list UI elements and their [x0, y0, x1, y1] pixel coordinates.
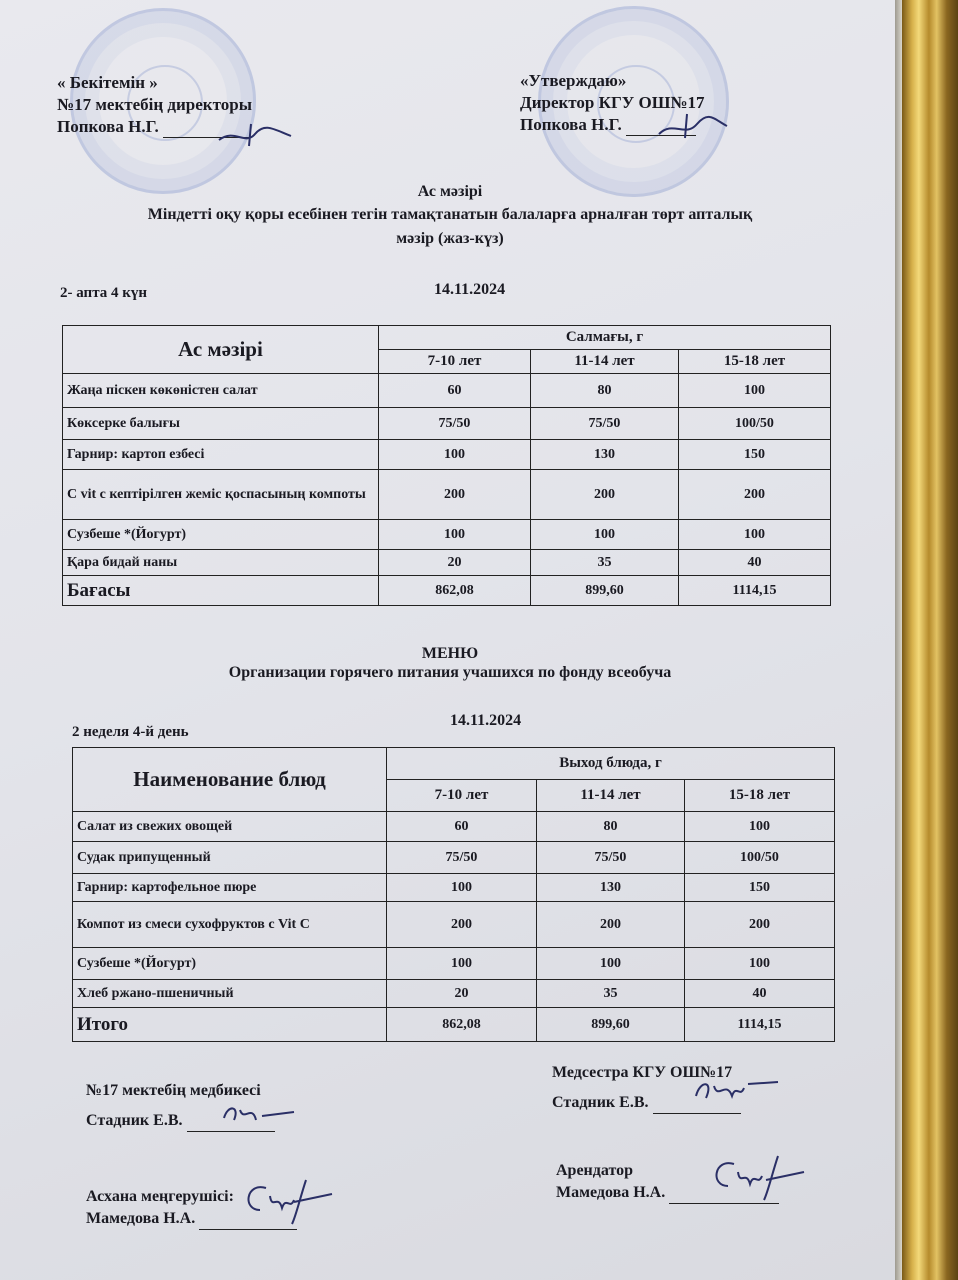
nurse-kz-signature: [218, 1100, 298, 1128]
signature-line: [187, 1131, 275, 1132]
kz-menu-subtitle-1: Міндетті оқу қоры есебінен тегін тамақтанатын балаларға арналған төрт апталық: [147, 206, 753, 223]
value-cell: 100: [679, 520, 831, 550]
tenant-ru-name: Мамедова Н.А.: [556, 1184, 666, 1201]
total-label: Бағасы: [63, 576, 379, 606]
value-cell: 80: [537, 812, 685, 842]
total-cell: 899,60: [531, 576, 679, 606]
kz-menu-table: [62, 325, 831, 606]
total-row: [63, 576, 831, 606]
total-cell: 862,08: [387, 1008, 537, 1042]
total-cell: 862,08: [379, 576, 531, 606]
value-cell: 75/50: [379, 408, 531, 440]
signature-line: [199, 1229, 297, 1230]
nurse-kz-title: №17 мектебің медбикесі: [86, 1082, 261, 1099]
ru-date: 14.11.2024: [450, 712, 522, 729]
ru-menu-table: [72, 747, 835, 1042]
table-row: [73, 948, 835, 980]
table-row: [63, 374, 831, 408]
value-cell: 100: [531, 520, 679, 550]
nurse-ru-title: Медсестра КГУ ОШ№17: [552, 1064, 733, 1081]
value-cell: 100: [679, 374, 831, 408]
ru-col-name: Наименование блюд: [73, 748, 387, 812]
total-cell: 1114,15: [685, 1008, 835, 1042]
approval-ru-line1: «Утверждаю»: [520, 71, 627, 90]
gold-frame: [902, 0, 958, 1280]
dish-name: Қара бидай наны: [63, 550, 379, 576]
approval-kz-line2: №17 мектебің директоры: [57, 95, 252, 114]
value-cell: 200: [679, 470, 831, 520]
ru-menu-title: МЕНЮ: [421, 645, 479, 662]
approval-kz-line1: « Бекітемін »: [57, 73, 158, 92]
value-cell: 100: [387, 874, 537, 902]
value-cell: 200: [685, 902, 835, 948]
value-cell: 20: [379, 550, 531, 576]
value-cell: 100: [379, 520, 531, 550]
value-cell: 130: [531, 440, 679, 470]
value-cell: 40: [685, 980, 835, 1008]
kz-week-day: 2- апта 4 күн: [60, 285, 148, 301]
tenant-ru-title: Арендатор: [556, 1162, 633, 1179]
dish-name: Сузбеше *(Йогурт): [73, 948, 387, 980]
total-row: [73, 1008, 835, 1042]
approval-ru-line2: Директор КГУ ОШ№17: [520, 93, 705, 112]
ru-menu-subtitle: Организации горячего питания учашихся по фонду всеобуча: [228, 664, 672, 681]
director-signature-kz: [215, 120, 295, 150]
dish-name: Салат из свежих овощей: [73, 812, 387, 842]
table-row: [73, 842, 835, 874]
kz-col-name: Ас мәзірі: [63, 326, 379, 374]
signature-line: [669, 1203, 779, 1204]
signature-line: [653, 1113, 741, 1114]
approval-kz-line3: Попкова Н.Г.: [57, 117, 159, 136]
approval-ru-line3: Попкова Н.Г.: [520, 115, 622, 134]
value-cell: 40: [679, 550, 831, 576]
value-cell: 100/50: [679, 408, 831, 440]
nurse-kz-name: Стадник Е.В.: [86, 1112, 183, 1129]
value-cell: 200: [537, 902, 685, 948]
value-cell: 130: [537, 874, 685, 902]
value-cell: 100: [685, 948, 835, 980]
dish-name: Гарнир: картоп езбесі: [63, 440, 379, 470]
kitchen-kz-name: Мамедова Н.А.: [86, 1210, 196, 1227]
dish-name: Судак припущенный: [73, 842, 387, 874]
total-cell: 899,60: [537, 1008, 685, 1042]
dish-name: C vit с кептірілген жеміс қоспасының компоты: [63, 470, 379, 520]
value-cell: 100/50: [685, 842, 835, 874]
dish-name: Көксерке балығы: [63, 408, 379, 440]
value-cell: 200: [531, 470, 679, 520]
value-cell: 75/50: [537, 842, 685, 874]
nurse-ru-name: Стадник Е.В.: [552, 1094, 649, 1111]
kitchen-kz-signature: [236, 1176, 336, 1226]
kz-age-1: 11-14 лет: [531, 350, 679, 374]
nurse-ru-signature: [690, 1074, 780, 1106]
kitchen-kz-title: Асхана меңгерушісі:: [86, 1188, 234, 1205]
table-row: [73, 812, 835, 842]
dish-name: Жаңа піскен көкөністен салат: [63, 374, 379, 408]
value-cell: 200: [379, 470, 531, 520]
table-row: [73, 874, 835, 902]
value-cell: 200: [387, 902, 537, 948]
ru-age-0: 7-10 лет: [387, 780, 537, 812]
table-row: [73, 980, 835, 1008]
value-cell: 150: [679, 440, 831, 470]
ru-col-group: Выход блюда, г: [387, 748, 835, 780]
value-cell: 35: [537, 980, 685, 1008]
tenant-ru-signature: [704, 1152, 808, 1202]
table-row: [63, 520, 831, 550]
director-signature-ru: [655, 112, 730, 142]
kz-date: 14.11.2024: [434, 281, 506, 298]
value-cell: 80: [531, 374, 679, 408]
dish-name: Хлеб ржано-пшеничный: [73, 980, 387, 1008]
value-cell: 35: [531, 550, 679, 576]
ru-age-1: 11-14 лет: [537, 780, 685, 812]
value-cell: 150: [685, 874, 835, 902]
table-row: [63, 440, 831, 470]
ru-age-2: 15-18 лет: [685, 780, 835, 812]
kz-age-2: 15-18 лет: [679, 350, 831, 374]
value-cell: 60: [387, 812, 537, 842]
kz-col-group: Салмағы, г: [379, 326, 831, 350]
kz-menu-subtitle-2: мәзір (жаз-күз): [396, 230, 504, 247]
table-row: [73, 902, 835, 948]
table-row: [63, 470, 831, 520]
table-row: [63, 408, 831, 440]
value-cell: 100: [537, 948, 685, 980]
value-cell: 60: [379, 374, 531, 408]
ru-week-day: 2 неделя 4-й день: [72, 724, 189, 740]
total-cell: 1114,15: [679, 576, 831, 606]
dish-name: Компот из смеси сухофруктов с Vit C: [73, 902, 387, 948]
value-cell: 20: [387, 980, 537, 1008]
table-row: [63, 550, 831, 576]
value-cell: 75/50: [387, 842, 537, 874]
value-cell: 75/50: [531, 408, 679, 440]
dish-name: Гарнир: картофельное пюре: [73, 874, 387, 902]
value-cell: 100: [387, 948, 537, 980]
total-label: Итого: [73, 1008, 387, 1042]
kz-menu-title: Ас мәзірі: [417, 183, 483, 200]
value-cell: 100: [685, 812, 835, 842]
value-cell: 100: [379, 440, 531, 470]
kz-age-0: 7-10 лет: [379, 350, 531, 374]
dish-name: Сузбеше *(Йогурт): [63, 520, 379, 550]
